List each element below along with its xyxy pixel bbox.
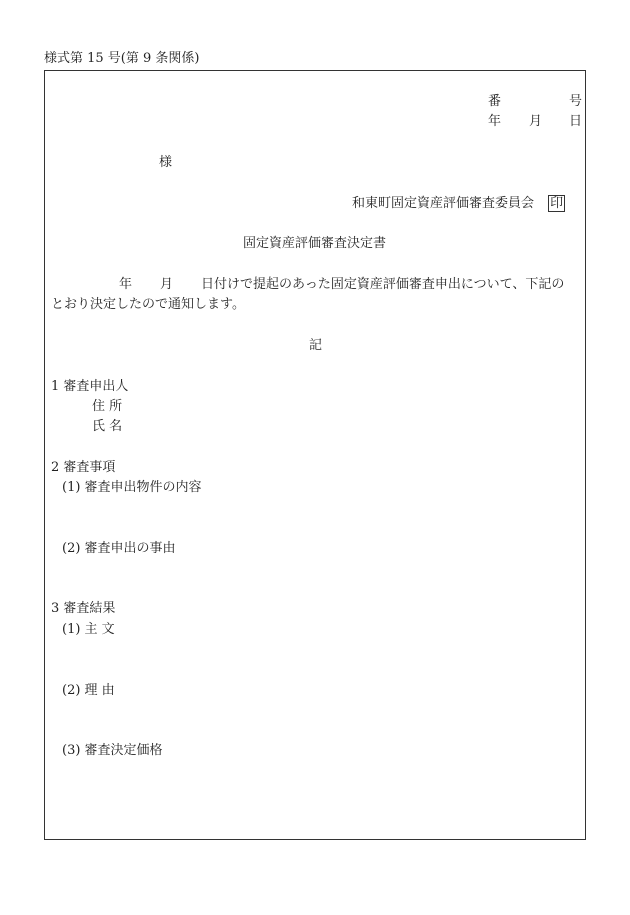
section1-heading: 1 審査申出人	[51, 379, 129, 394]
body-line2: とおり決定したので通知します。	[51, 297, 245, 312]
section3-item1: (1) 主 文	[62, 622, 115, 637]
seal-mark: 印	[550, 196, 564, 211]
number-label-go: 号	[569, 94, 583, 109]
document-title: 固定資産評価審査決定書	[243, 236, 387, 251]
form-frame	[44, 70, 586, 840]
section3-heading: 3 審査結果	[51, 601, 116, 616]
issuer-line	[352, 195, 565, 212]
date-year-label: 年	[488, 114, 502, 129]
section3-item2: (2) 理 由	[62, 683, 115, 698]
number-label-ban: 番	[488, 94, 502, 109]
section3-item3: (3) 審査決定価格	[62, 743, 163, 758]
body-year: 年	[119, 277, 133, 292]
ki-heading: 記	[309, 338, 323, 353]
date-month-label: 月	[529, 114, 543, 129]
form-number-label: 様式第 15 号(第 9 条関係)	[44, 51, 200, 66]
section2-item1: (1) 審査申出物件の内容	[62, 480, 202, 495]
body-line1: 日付けで提起のあった固定資産評価審査申出について、下記の	[201, 277, 565, 292]
name-label: 氏 名	[92, 419, 123, 434]
section2-item2: (2) 審査申出の事由	[62, 541, 176, 556]
section2-heading: 2 審査事項	[51, 460, 116, 475]
recipient-suffix: 様	[159, 155, 173, 170]
date-day-label: 日	[569, 114, 583, 129]
issuer-name: 和東町固定資産評価審査委員会	[352, 196, 535, 211]
body-month: 月	[160, 277, 174, 292]
address-label: 住 所	[92, 399, 123, 414]
